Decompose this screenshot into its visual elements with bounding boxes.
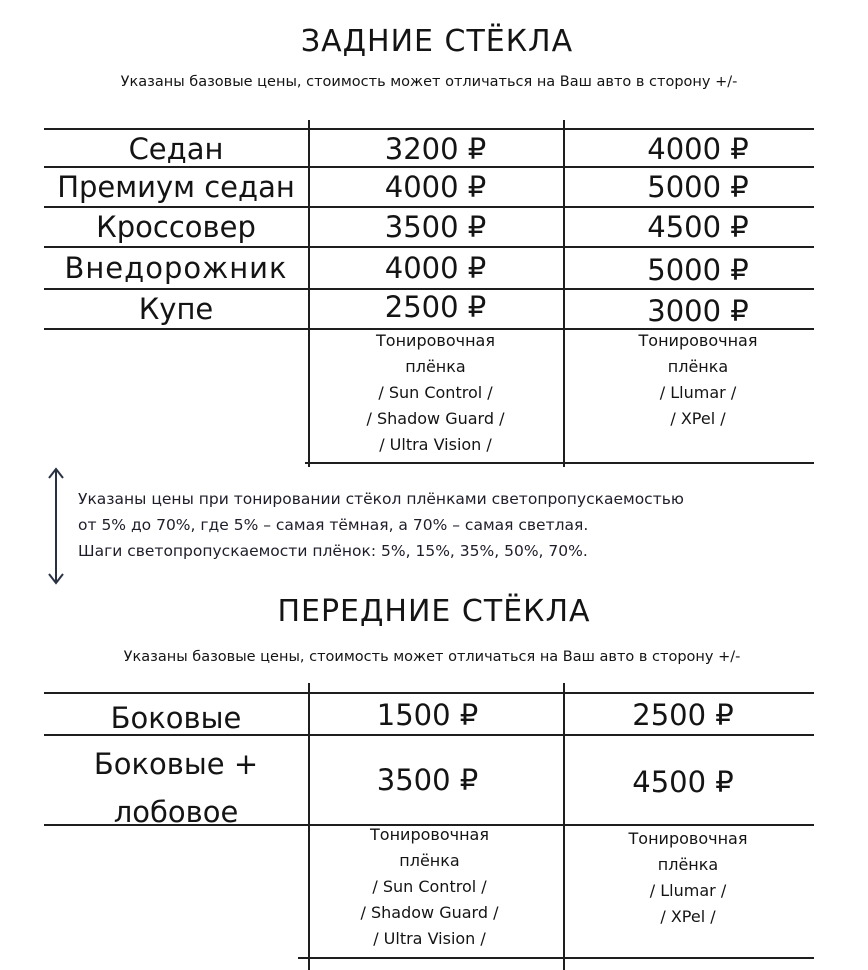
film-line: / Llumar / bbox=[649, 881, 727, 900]
front-row-name: Боковые bbox=[110, 701, 242, 735]
front-row-name-line: лобовое bbox=[113, 795, 239, 829]
rear-row-line bbox=[44, 206, 814, 208]
rear-price-2: 4000 ₽ bbox=[647, 132, 749, 166]
film-line: / Shadow Guard / bbox=[366, 409, 505, 428]
rear-row-line bbox=[44, 246, 814, 248]
film-line: / Sun Control / bbox=[372, 877, 487, 896]
front-film-note-1 bbox=[302, 822, 557, 952]
rear-price-1: 4000 ₽ bbox=[384, 251, 487, 285]
rear-film-note-1 bbox=[308, 328, 563, 458]
front-price-2: 2500 ₽ bbox=[632, 698, 734, 732]
rear-price-1: 3200 ₽ bbox=[384, 132, 487, 166]
film-line: плёнка bbox=[667, 357, 729, 376]
rear-row-name: Купе bbox=[138, 292, 214, 326]
film-line: / XPel / bbox=[660, 907, 716, 926]
rear-row-name: Седан bbox=[128, 132, 224, 166]
rear-row-name: Внедорожник bbox=[64, 251, 288, 285]
rear-price-1: 2500 ₽ bbox=[384, 290, 487, 324]
front-row-name bbox=[44, 740, 308, 836]
front-price-1: 1500 ₽ bbox=[376, 698, 479, 732]
film-line: Тонировочная bbox=[638, 331, 758, 350]
film-line: Тонировочная bbox=[376, 331, 495, 350]
double-arrow-icon bbox=[46, 466, 66, 586]
rear-price-1: 4000 ₽ bbox=[384, 170, 487, 204]
info-line: от 5% до 70%, где 5% – самая тёмная, а 70% – самая светлая. bbox=[78, 516, 589, 534]
film-line: плёнка bbox=[657, 855, 719, 874]
film-line: Тонировочная bbox=[370, 825, 489, 844]
rear-price-1: 3500 ₽ bbox=[384, 210, 487, 244]
rear-row-line bbox=[44, 166, 814, 168]
info-line: Указаны цены при тонировании стёкол плёнками светопропускаемостью bbox=[78, 490, 684, 508]
rear-price-2: 5000 ₽ bbox=[647, 170, 749, 204]
front-price-2: 4500 ₽ bbox=[632, 765, 734, 799]
rear-subtitle: Указаны базовые цены, стоимость может отличаться на Ваш авто в сторону +/- bbox=[120, 74, 738, 90]
film-line: Тонировочная bbox=[628, 829, 748, 848]
rear-row-line bbox=[44, 128, 814, 130]
rear-bottom-line bbox=[305, 462, 814, 464]
info-text bbox=[78, 486, 684, 564]
rear-film-note-2 bbox=[563, 328, 833, 432]
rear-title: ЗАДНИЕ СТЁКЛА bbox=[300, 24, 574, 59]
front-film-note-2 bbox=[563, 826, 813, 930]
info-line: Шаги светопропускаемости плёнок: 5%, 15%, 35%, 50%, 70%. bbox=[78, 542, 588, 560]
film-line: плёнка bbox=[399, 851, 460, 870]
film-line: / Llumar / bbox=[659, 383, 737, 402]
film-line: плёнка bbox=[405, 357, 466, 376]
front-subtitle: Указаны базовые цены, стоимость может отличаться на Ваш авто в сторону +/- bbox=[123, 649, 741, 665]
rear-price-2: 5000 ₽ bbox=[647, 253, 749, 287]
rear-row-name: Кроссовер bbox=[96, 210, 256, 244]
film-line: / Ultra Vision / bbox=[373, 929, 486, 948]
front-bottom-line bbox=[298, 957, 814, 959]
rear-row-name: Премиум седан bbox=[57, 170, 295, 204]
film-line: / Shadow Guard / bbox=[360, 903, 499, 922]
film-line: / XPel / bbox=[670, 409, 726, 428]
rear-price-2: 4500 ₽ bbox=[647, 210, 749, 244]
film-line: / Sun Control / bbox=[378, 383, 493, 402]
front-price-1: 3500 ₽ bbox=[376, 763, 479, 797]
front-row-line bbox=[44, 692, 814, 694]
front-title: ПЕРЕДНИЕ СТЁКЛА bbox=[277, 594, 591, 629]
film-line: / Ultra Vision / bbox=[379, 435, 492, 454]
rear-price-2: 3000 ₽ bbox=[647, 294, 749, 328]
front-row-name-line: Боковые + bbox=[93, 747, 259, 781]
